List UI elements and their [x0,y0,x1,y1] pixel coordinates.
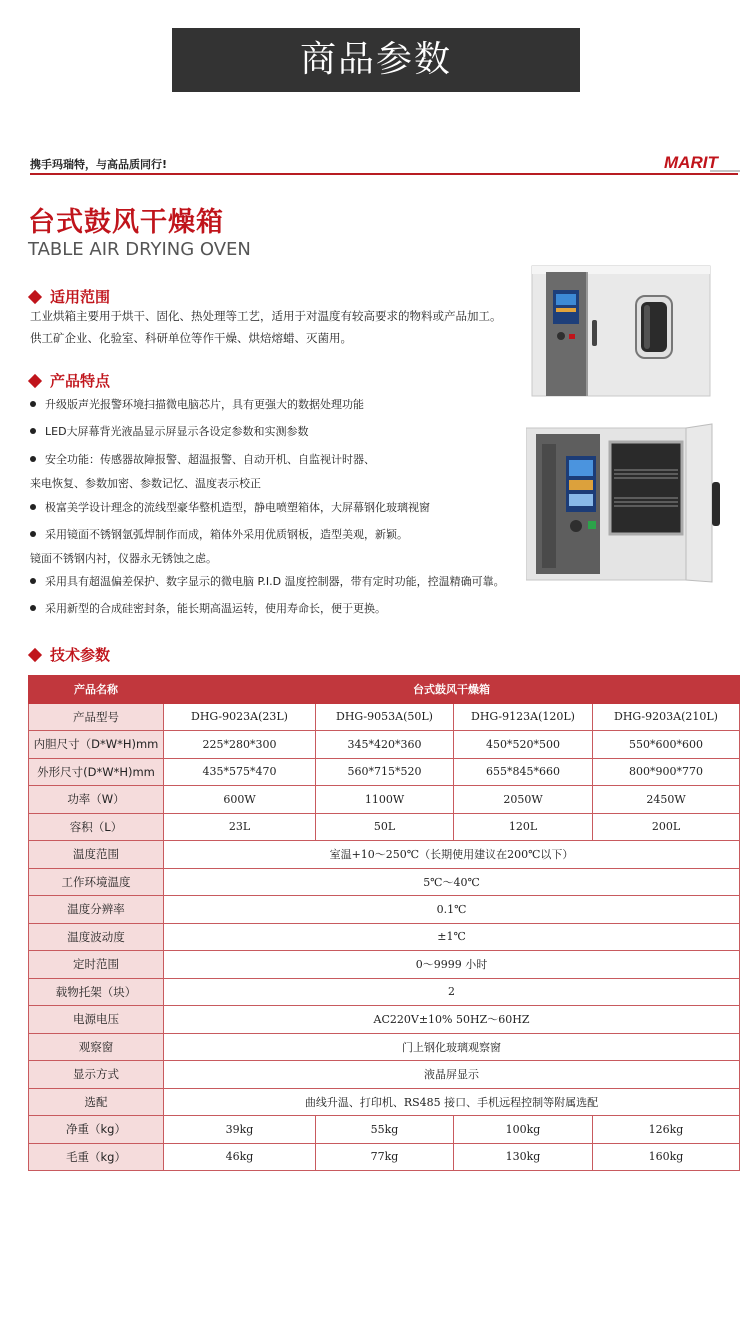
feature-item [30,423,309,439]
feature-item [30,526,408,542]
spec-cell: 120L [454,813,593,841]
bullet-icon [30,456,36,462]
table-row [29,951,740,979]
diamond-icon [28,647,42,661]
scope-line-2: 供工矿企业、化验室、科研单位等作干燥、烘焙熔蜡、灭菌用。 [30,331,352,345]
table-row [29,1061,740,1089]
table-row [29,1033,740,1061]
table-row [29,896,740,924]
feature-item [30,451,375,467]
spec-label: 电源电压 [29,1006,164,1034]
table-row [29,868,740,896]
spec-label: 观察窗 [29,1033,164,1061]
spec-cell: 1100W [316,786,454,814]
spec-label: 内胆尺寸（D*W*H)mm [29,731,164,759]
table-row [29,703,740,731]
spec-cell: 46kg [164,1143,316,1171]
spec-cell: 门上钢化玻璃观察窗 [164,1033,740,1061]
spec-cell: 345*420*360 [316,731,454,759]
spec-cell: 600W [164,786,316,814]
oven-photo-open [526,422,722,584]
spec-cell: 160kg [593,1143,740,1171]
feature-item [30,396,364,412]
feature-text: 采用新型的合成硅密封条，能长期高温运转，使用寿命长，便于更换。 [45,602,386,615]
table-row [29,786,740,814]
specs-heading-text: 技术参数 [50,646,111,664]
spec-cell: ±1℃ [164,923,740,951]
feature-text: 采用镜面不锈钢氩弧焊制作而成，箱体外采用优质钢板，造型美观，新颖。 [45,528,408,541]
spec-cell: 126kg [593,1116,740,1144]
spec-label: 温度范围 [29,841,164,869]
spec-cell: 655*845*660 [454,758,593,786]
oven-photo-closed [528,262,714,400]
bullet-icon [30,504,36,510]
bullet-icon [30,531,36,537]
spec-label: 工作环境温度 [29,868,164,896]
bullet-icon [30,428,36,434]
feature-item [30,600,386,616]
table-row [29,813,740,841]
spec-label: 功率（W） [29,786,164,814]
spec-cell: 0～9999 小时 [164,951,740,979]
brand-logo-text: MARIT [664,153,718,172]
spec-cell: DHG-9023A(23L) [164,703,316,731]
spec-cell: 200L [593,813,740,841]
spec-label: 选配 [29,1088,164,1116]
bullet-icon [30,605,36,611]
spec-cell: DHG-9123A(120L) [454,703,593,731]
table-row [29,1006,740,1034]
spec-label: 容积（L） [29,813,164,841]
feature-continuation: 来电恢复、参数加密、参数记忆、温度表示校正 [30,477,261,490]
spec-header-row [29,676,740,704]
spec-cell: AC220V±10% 50HZ～60HZ [164,1006,740,1034]
table-row [29,923,740,951]
table-row [29,1088,740,1116]
scope-line-1: 工业烘箱主要用于烘干、固化、热处理等工艺，适用于对温度有较高要求的物料或产品加工。 [30,309,502,323]
spec-header-label: 产品名称 [29,676,164,704]
spec-label: 外形尺寸(D*W*H)mm [29,758,164,786]
feature-text: 极富美学设计理念的流线型豪华整机造型，静电喷塑箱体，大屏幕钢化玻璃视窗 [45,501,430,514]
spec-cell: 39kg [164,1116,316,1144]
spec-cell: DHG-9053A(50L) [316,703,454,731]
table-row [29,978,740,1006]
spec-cell: 50L [316,813,454,841]
feature-text: 升级版声光报警环境扫描微电脑芯片，具有更强大的数据处理功能 [45,398,364,411]
spec-cell: 77kg [316,1143,454,1171]
scope-heading [28,286,110,307]
spec-table [28,675,740,1171]
spec-cell: 800*900*770 [593,758,740,786]
slogan: 携手玛瑞特，与高品质同行! [30,158,168,171]
table-row [29,1143,740,1171]
banner-title: 商品参数 [172,28,580,92]
table-row [29,758,740,786]
spec-label: 温度波动度 [29,923,164,951]
scope-heading-text: 适用范围 [50,288,111,306]
spec-header-value: 台式鼓风干燥箱 [164,676,740,704]
table-row [29,841,740,869]
features-heading-text: 产品特点 [50,372,111,390]
spec-label: 温度分辨率 [29,896,164,924]
spec-cell: 0.1℃ [164,896,740,924]
spec-label: 毛重（kg） [29,1143,164,1171]
feature-item [30,499,430,515]
table-row [29,731,740,759]
table-row [29,1116,740,1144]
spec-cell: 2450W [593,786,740,814]
bullet-icon [30,578,36,584]
feature-text: LED大屏幕背光液晶显示屏显示各设定参数和实测参数 [45,425,309,438]
spec-cell: 2 [164,978,740,1006]
diamond-icon [28,373,42,387]
spec-cell: 560*715*520 [316,758,454,786]
diamond-icon [28,289,42,303]
specs-heading [28,644,110,665]
product-title: 台式鼓风干燥箱 [28,207,224,238]
spec-label: 定时范围 [29,951,164,979]
spec-cell: 100kg [454,1116,593,1144]
spec-cell: 23L [164,813,316,841]
spec-cell: DHG-9203A(210L) [593,703,740,731]
spec-label: 载物托架（块） [29,978,164,1006]
features-heading [28,370,110,391]
spec-cell: 550*600*600 [593,731,740,759]
spec-cell: 曲线升温、打印机、RS485 接口、手机远程控制等附属选配 [164,1088,740,1116]
feature-continuation: 镜面不锈钢内衬，仪器永无锈蚀之虑。 [30,552,217,565]
brand-logo [664,150,740,174]
spec-cell: 55kg [316,1116,454,1144]
bullet-icon [30,401,36,407]
spec-cell: 2050W [454,786,593,814]
spec-cell: 5℃～40℃ [164,868,740,896]
spec-label: 显示方式 [29,1061,164,1089]
feature-item [30,573,505,589]
spec-cell: 225*280*300 [164,731,316,759]
product-subtitle: TABLE AIR DRYING OVEN [28,239,251,260]
spec-cell: 130kg [454,1143,593,1171]
feature-text: 采用具有超温偏差保护、数字显示的微电脑 P.I.D 温度控制器，带有定时功能，控温精确可靠。 [45,575,505,588]
spec-cell: 液晶屏显示 [164,1061,740,1089]
feature-text: 安全功能：传感器故障报警、超温报警、自动开机、自监视计时器、 [45,453,375,466]
header-divider [30,173,738,175]
spec-cell: 450*520*500 [454,731,593,759]
spec-label: 净重（kg） [29,1116,164,1144]
spec-cell: 435*575*470 [164,758,316,786]
spec-cell: 室温+10～250℃（长期使用建议在200℃以下） [164,841,740,869]
spec-label: 产品型号 [29,703,164,731]
